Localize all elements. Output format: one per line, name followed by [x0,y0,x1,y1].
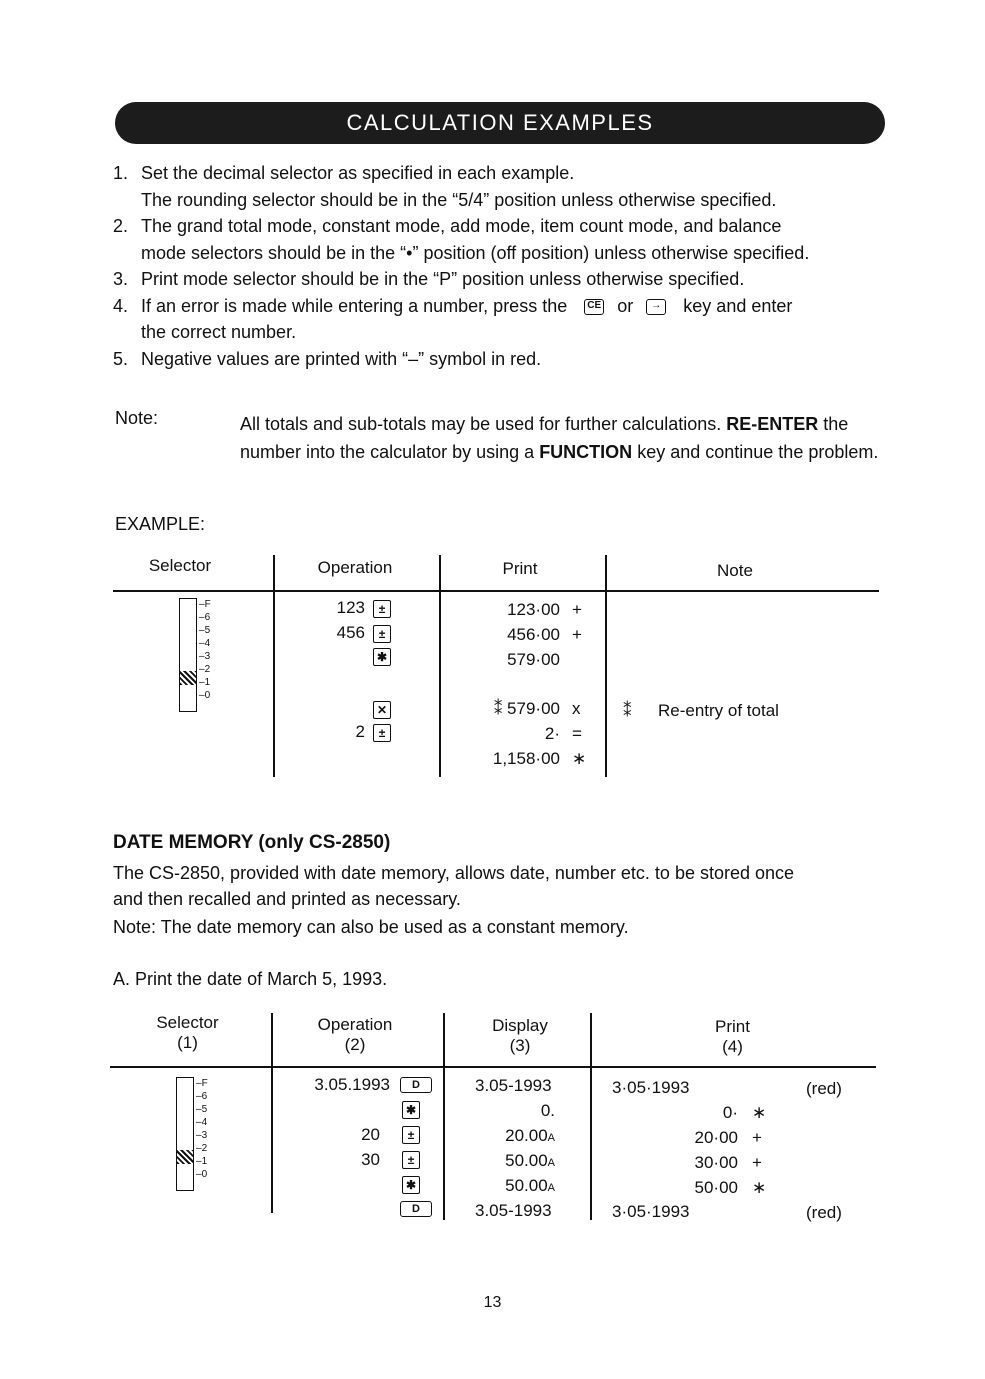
plus-minus-key-icon: ± [373,724,391,742]
display-value [470,1151,555,1171]
item-text: mode selectors should be in the “•” position (off position) unless otherwise specified. [141,242,810,263]
paragraph: The CS-2850, provided with date memory, allows date, number etc. to be stored once [113,863,795,883]
item-text [141,293,888,320]
tick-label: 4 [204,638,211,649]
instruction-item [113,213,888,266]
print-value: 20·00 [694,1128,738,1147]
operation-number: 123 [336,598,365,617]
selector-tick: –0 [196,1169,208,1180]
selector-tick: –5 [199,625,211,636]
column-divider [271,1013,273,1213]
column-divider [605,555,607,777]
text: or [617,295,634,316]
header-sub: (1) [177,1033,198,1052]
print-value: 0· [722,1103,738,1122]
print-value: ⁑ 579·00 [493,699,560,718]
paragraph: Note: The date memory can also be used as a constant memory. [113,917,629,937]
instruction-item [113,346,888,373]
text: key and continue the problem. [637,442,879,462]
print-value: 456·00 [507,625,560,644]
selector-bar [179,598,197,712]
print-value: 50·00 [694,1178,738,1197]
print-symbol: ∗ [752,1178,767,1197]
paragraph: and then recalled and printed as necessary. [113,889,461,909]
column-header [300,1015,410,1055]
tick-label: 2 [204,664,211,675]
plus-minus-key-icon: ± [373,600,391,618]
print-symbol: + [752,1128,762,1147]
selector-tick: –6 [196,1091,208,1102]
print-value: 30·00 [694,1153,738,1172]
note-body [240,410,885,466]
selector-tick: –5 [196,1104,208,1115]
example-label: EXAMPLE: [115,514,206,534]
item-text: Print mode selector should be in the “P” position unless otherwise specified. [141,269,745,289]
selector-tick: –3 [196,1130,208,1141]
print-symbol: ∗ [572,749,587,768]
tick-label: 1 [204,677,211,688]
tick-label: 4 [201,1117,208,1128]
print-symbol: x [572,699,581,718]
header-sub: (2) [344,1035,366,1054]
page-number: 13 [483,1294,502,1311]
text: RE-ENTER [726,414,819,434]
item-number: 4. [113,295,129,316]
text: All totals and sub-totals may be used for further calculations. [240,414,722,434]
item-number: 3. [113,269,129,289]
plus-minus-key-icon: ± [373,625,391,643]
selector-tick: –2 [196,1143,208,1154]
tick-label: 2 [201,1143,208,1154]
instruction-item [113,266,888,293]
plus-minus-key-icon: ± [402,1126,420,1144]
tick-label: F [201,1078,208,1089]
item-text: The rounding selector should be in the “5/4” position unless otherwise specified. [141,189,777,210]
print-value: 3·05·1993 [612,1202,690,1221]
selector-tick: –0 [199,690,211,701]
suffix: A [547,1157,555,1169]
text: the number into the calculator by using a [240,414,849,462]
display-value: 3.05-1993 [475,1201,552,1220]
print-value: 579·00 [507,650,560,669]
tick-label: 5 [204,625,211,636]
print-color-note: (red) [806,1203,842,1222]
banner-title: CALCULATION EXAMPLES [346,110,654,135]
selector-position [180,671,196,685]
header-sub: (4) [722,1037,743,1056]
operation-number: 2 [355,722,365,741]
total-key-icon: ✱ [402,1176,420,1194]
selector-tick: –4 [196,1117,208,1128]
print-value: 3·05·1993 [612,1078,690,1097]
header-rule [110,1066,876,1068]
print-symbol: + [752,1153,762,1172]
instruction-list [113,160,888,372]
item-number: 2. [113,216,129,236]
tick-label: 1 [201,1156,208,1167]
column-divider [590,1013,592,1220]
operation-number: 30 [361,1150,380,1169]
ce-key-icon: CE [584,299,604,315]
value: 50.00 [505,1151,548,1170]
header-label: Display [492,1016,548,1035]
tick-label: F [204,599,211,610]
text: FUNCTION [539,442,633,462]
item-number: 5. [113,348,129,369]
print-value: 1,158·00 [492,749,560,768]
arrow-key-icon: → [646,299,666,315]
date-key-icon: D [400,1201,432,1217]
display-value: 3.05-1993 [475,1076,552,1095]
tick-label: 3 [204,651,211,662]
header-label: Operation [317,1015,393,1034]
step-heading: A. Print the date of March 5, 1993. [113,969,388,989]
display-value [470,1126,555,1146]
section-banner [115,102,885,144]
text: If an error is made while entering a number, press the [141,295,568,316]
display-value [470,1176,555,1196]
tick-label: 0 [201,1169,208,1180]
tick-label: 3 [201,1130,208,1141]
header-label: Selector [156,1013,219,1032]
multiply-key-icon: ✕ [373,701,391,719]
selector-tick: –F [199,599,211,610]
operation-number: 456 [336,623,365,642]
selector-tick: –1 [196,1156,208,1167]
selector-tick: –6 [199,612,211,623]
section-title: DATE MEMORY (only CS-2850) [113,832,391,853]
instruction-item [113,293,888,346]
suffix: A [547,1182,555,1194]
display-value: 0. [540,1101,555,1120]
header-label: Print [715,1017,750,1036]
item-number: 1. [113,163,129,183]
column-header: Print [502,559,538,578]
note-label: Note: [115,408,159,428]
selector-bar [176,1077,194,1191]
print-symbol: + [572,625,582,644]
value: 20.00 [505,1126,548,1145]
reentry-mark-icon: ⁑ [623,701,632,720]
text: key and enter [683,295,793,316]
total-key-icon: ✱ [402,1101,420,1119]
column-divider [273,555,275,777]
operation-number: 20 [361,1125,380,1144]
print-symbol: + [572,600,582,619]
tick-label: 5 [201,1104,208,1115]
header-sub: (3) [509,1036,531,1055]
plus-minus-key-icon: ± [402,1151,420,1169]
header-rule [113,590,879,592]
print-value: 2· [544,724,560,743]
item-text: Negative values are printed with “–” symbol in red. [141,348,542,369]
column-header: Operation [317,558,393,577]
tick-label: 6 [201,1091,208,1102]
column-divider [443,1013,445,1220]
selector-tick: –3 [199,651,211,662]
operation-number: 3.05.1993 [314,1075,390,1094]
item-text: The grand total mode, constant mode, add mode, item count mode, and balance [141,216,782,236]
column-header [140,1013,235,1053]
instruction-item [113,160,888,213]
total-key-icon: ✱ [373,648,391,666]
column-header: Note [717,561,753,580]
selector-tick: –4 [199,638,211,649]
selector-position [177,1150,193,1164]
date-key-icon: D [400,1077,432,1093]
selector-tick: –1 [199,677,211,688]
print-color-note: (red) [806,1079,842,1098]
item-text: Set the decimal selector as specified in each example. [141,163,575,183]
print-value: 123·00 [507,600,560,619]
column-header [695,1017,770,1057]
note-text: Re-entry of total [658,701,779,720]
selector-tick: –2 [199,664,211,675]
column-header [475,1016,565,1056]
value: 50.00 [505,1176,548,1195]
column-divider [439,555,441,777]
print-symbol: ∗ [752,1103,767,1122]
tick-label: 0 [204,690,211,701]
suffix: A [547,1132,555,1144]
print-symbol: = [572,724,582,743]
tick-label: 6 [204,612,211,623]
item-text: the correct number. [141,322,297,342]
column-header: Selector [148,556,212,575]
selector-tick: –F [196,1078,208,1089]
